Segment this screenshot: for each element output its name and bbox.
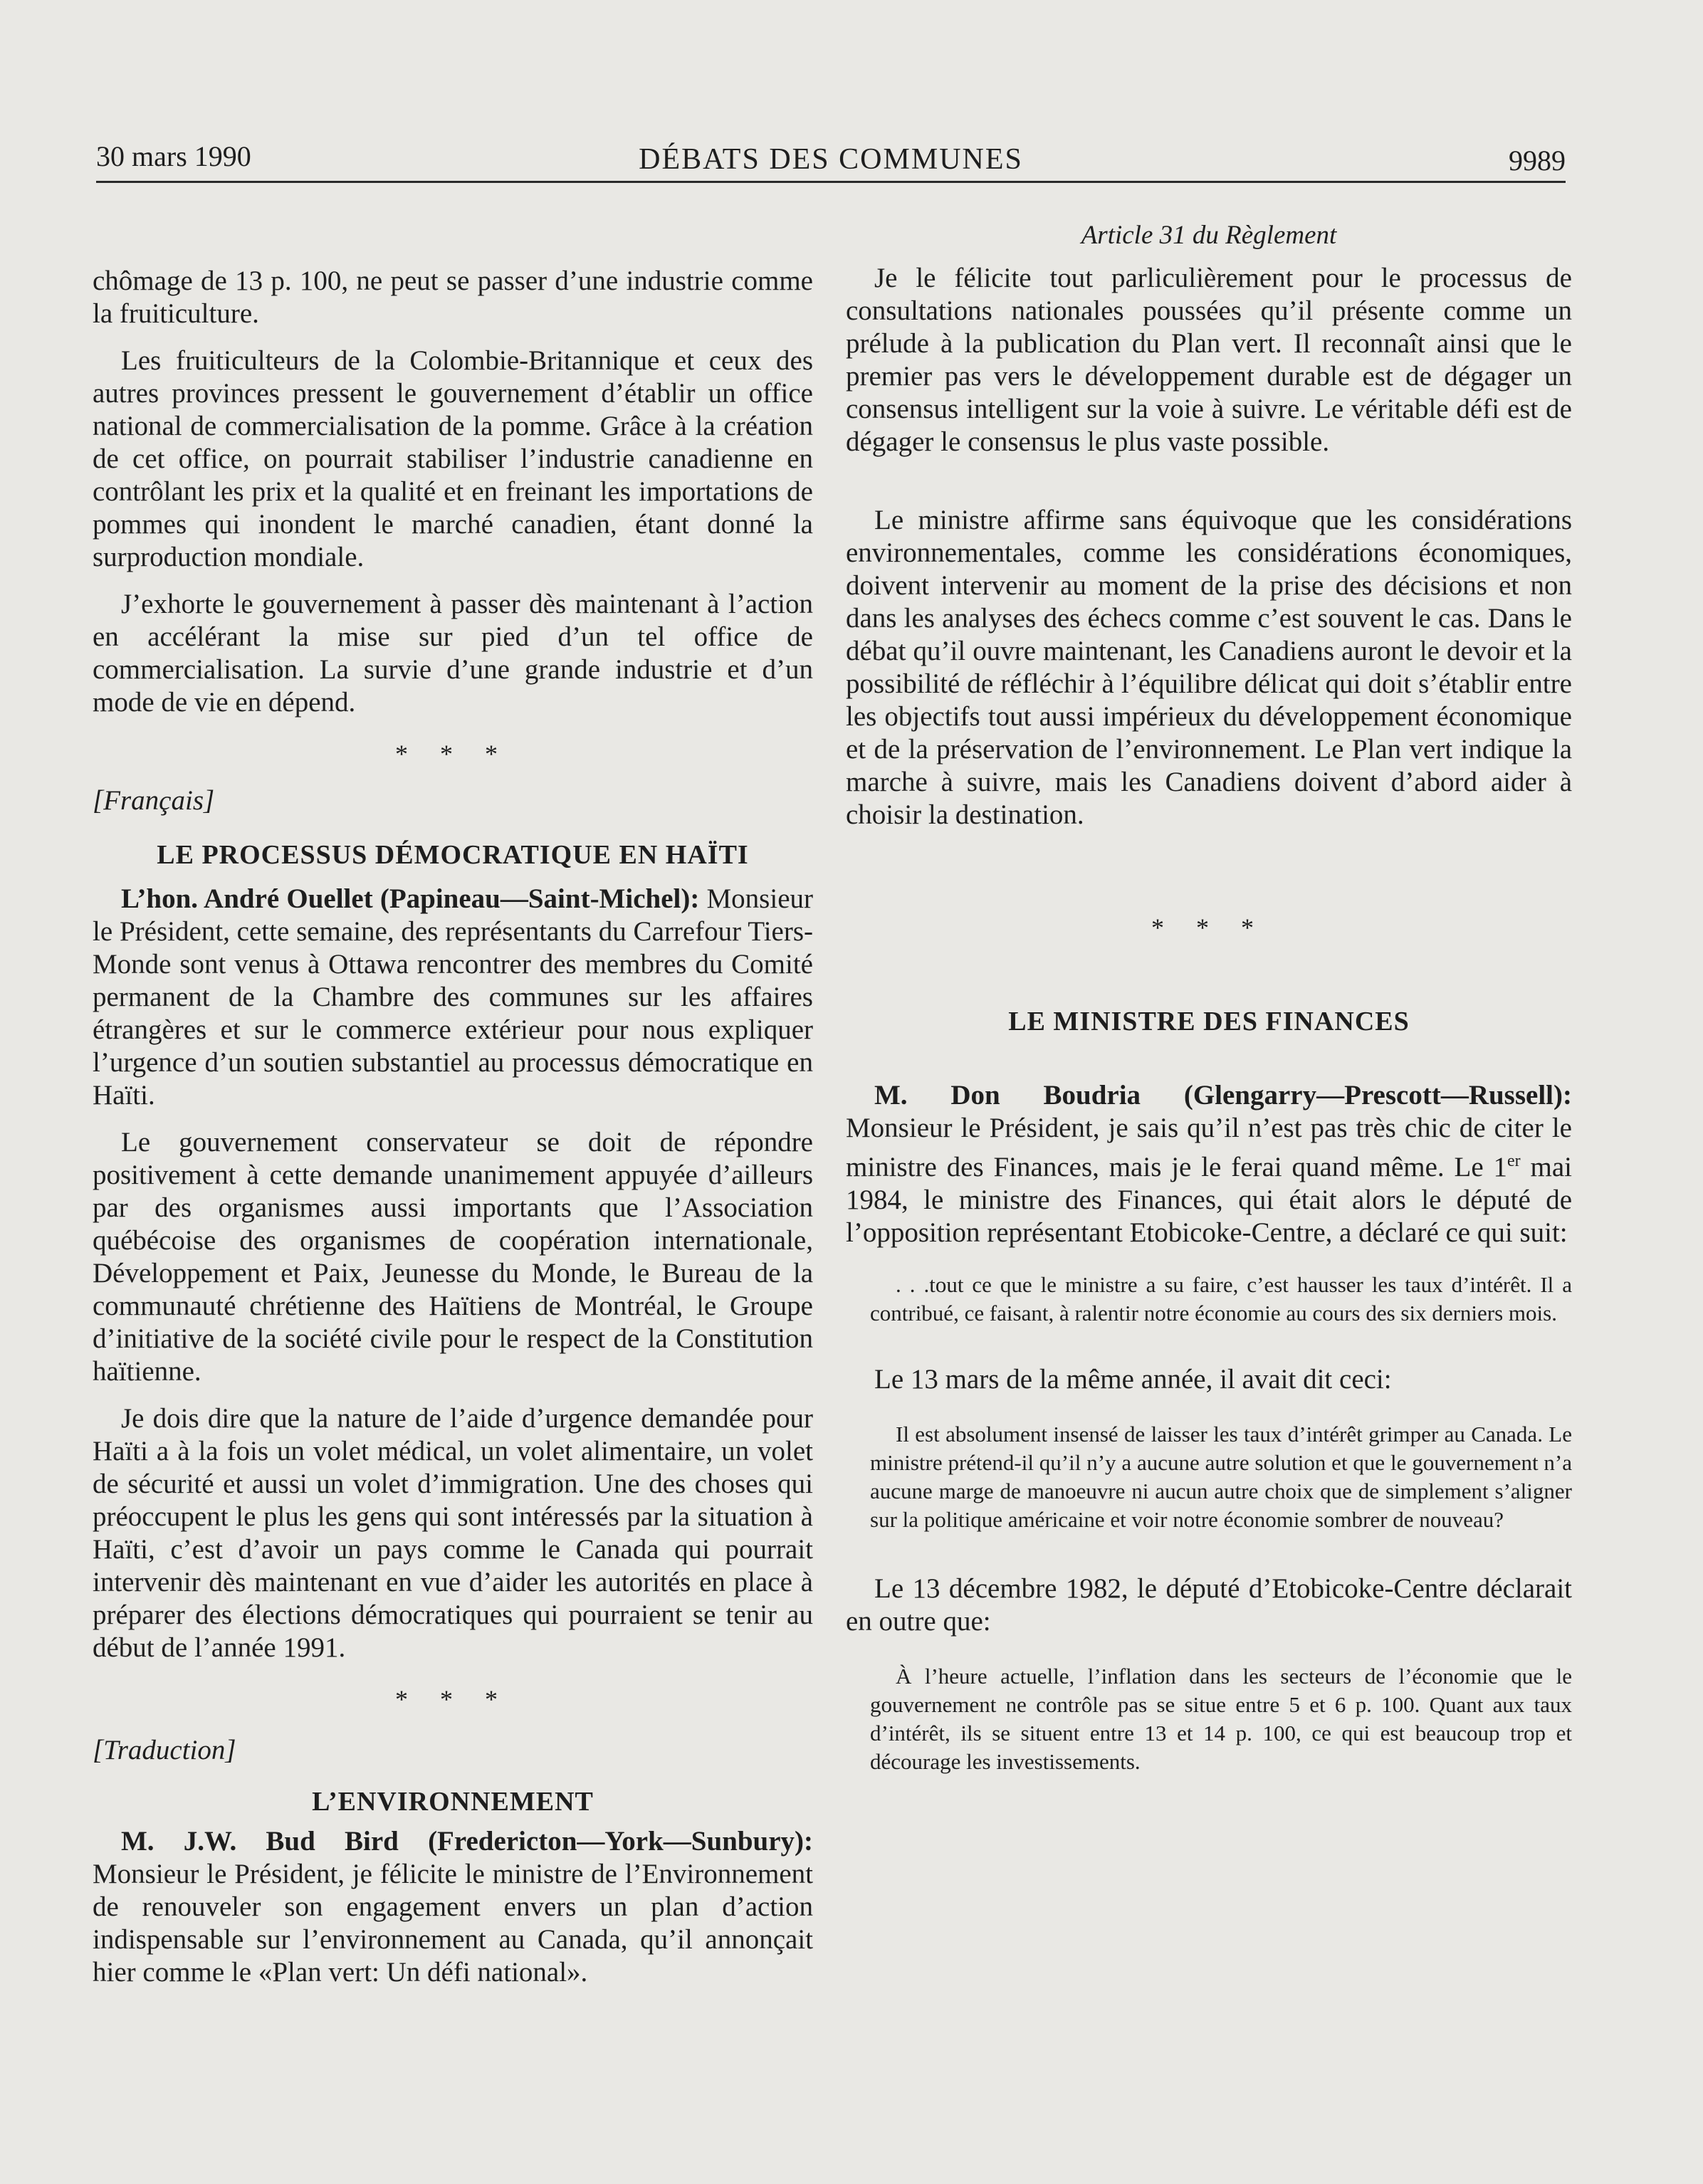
speech bbox=[93, 883, 813, 1112]
paragraph: Je le félicite tout parliculièrement pour le processus de consultations nationales poussées qu’il présente comme un prélude à la publication du Plan vert. Il reconnaît ainsi que le premier pas vers le développement durable est de dégager un consensus intelligent sur la voie à suivre. Le véritable défi est de dégager le consensus le plus vaste possible. bbox=[846, 263, 1572, 457]
right-column bbox=[846, 214, 1572, 1776]
speaker-name: L’hon. André Ouellet (Papineau—Saint-Michel): bbox=[121, 883, 700, 914]
quotation-text: . . .tout ce que le ministre a su faire, c’est hausser les taux d’intérêt. Il a contribué, ce faisant, à ralentir notre économie au cours des six derniers mois. bbox=[870, 1272, 1572, 1325]
section-separator: * * * bbox=[395, 1685, 510, 1713]
article-title: Article 31 du Règlement bbox=[1081, 221, 1337, 250]
section-heading: LE PROCESSUS DÉMOCRATIQUE EN HAÏTI bbox=[157, 840, 749, 870]
paragraph: Le gouvernement conservateur se doit de répondre positivement à cette demande unanimement appuyée d’ailleurs par des organismes aussi importants que l’Association québécoise des organismes de coopération internationale, Développement et Paix, Jeunesse du Monde, le Bureau de la communauté chrétienne des Haïtiens de Montréal, le Groupe d’initiative de la société civile pour le respect de la Constitution haïtienne. bbox=[93, 1127, 813, 1387]
paragraph: Le 13 décembre 1982, le député d’Etobicoke-Centre déclarait en outre que: bbox=[846, 1573, 1572, 1637]
speaker-name: M. J.W. Bud Bird (Fredericton—York—Sunbury): bbox=[121, 1826, 813, 1857]
left-column bbox=[93, 214, 813, 1989]
speech-text-part: mai 1984, le ministre des Finances, qui était alors le député de l’opposition représentant Etobicoke-Centre, a déclaré ce qui suit: bbox=[846, 1152, 1572, 1248]
speech-text: Monsieur le Président, cette semaine, des représentants du Carrefour Tiers-Monde sont venus à Ottawa rencontrer des membres du Comité permanent de la Chambre des communes sur les affaires étrangères et sur le commerce extérieur pour nous expliquer l’urgence d’un soutien substantiel au processus démocratique en Haïti. bbox=[93, 883, 813, 1111]
quotation bbox=[870, 1662, 1572, 1776]
section-separator: * * * bbox=[1151, 913, 1267, 942]
speech bbox=[846, 1079, 1572, 1249]
paragraph: chômage de 13 p. 100, ne peut se passer d’une industrie comme la fruiticulture. bbox=[93, 266, 813, 329]
language-note: [Français] bbox=[93, 785, 215, 816]
section-separator: * * * bbox=[395, 740, 510, 768]
speech-text-part: Monsieur le Président, je sais qu’il n’est pas très chic de citer le ministre des Finances, mais je le ferai quand même. Le 1 bbox=[846, 1113, 1572, 1182]
speech bbox=[93, 1825, 813, 1989]
paragraph: Les fruiticulteurs de la Colombie-Britannique et ceux des autres provinces pressent le gouvernement d’établir un office national de commercialisation de la pomme. Grâce à la création de cet office, on pourrait stabiliser l’industrie canadienne en contrôlant les prix et la qualité et en freinant les importations de pommes qui inondent le marché canadien, étant donné la surproduction mondiale. bbox=[93, 345, 813, 572]
language-note: [Traduction] bbox=[93, 1735, 236, 1765]
section-heading: LE MINISTRE DES FINANCES bbox=[1008, 1007, 1410, 1036]
ordinal-suffix: er bbox=[1507, 1152, 1521, 1170]
speaker-name: M. Don Boudria (Glengarry—Prescott—Russell): bbox=[874, 1080, 1572, 1111]
speech-text: Monsieur le Président, je félicite le ministre de l’Environnement de renouveler son engagement envers un plan d’action indispensable sur l’environnement au Canada, qu’il annonçait hier comme le «Plan vert: Un défi national». bbox=[93, 1859, 813, 1988]
quotation-text: À l’heure actuelle, l’inflation dans les secteurs de l’économie que le gouvernement ne contrôle pas se situe entre 5 et 6 p. 100. Quant aux taux d’intérêt, ils se situent entre 13 et 14 p. 100, ce qui est beaucoup trop et décourage les investissements. bbox=[870, 1664, 1572, 1774]
section-heading: L’ENVIRONNEMENT bbox=[312, 1787, 594, 1817]
header-title: DÉBATS DES COMMUNES bbox=[639, 143, 1023, 176]
quotation-text: Il est absolument insensé de laisser les taux d’intérêt grimper au Canada. Le ministre prétend-il qu’il n’y a aucune autre solution et que le gouvernement n’a aucune marge de manoeuvre ni aucun autre choix que de simplement s’aligner sur la politique américaine et voir notre économie sombrer de nouveau? bbox=[870, 1422, 1572, 1532]
quotation bbox=[870, 1271, 1572, 1328]
quotation bbox=[870, 1420, 1572, 1534]
paragraph: Le ministre affirme sans équivoque que les considérations environnementales, comme les considérations économiques, doivent intervenir au moment de la prise des décisions et non dans les analyses des échecs comme c’est souvent le cas. Dans le débat qu’il ouvre maintenant, les Canadiens auront le devoir et la possibilité de réfléchir à l’équilibre délicat qui doit s’établir entre les objectifs tout aussi impérieux du développement économique et de la préservation de l’environnement. Le Plan vert indique la marche à suivre, mais les Canadiens doivent d’abord aider à choisir la destination. bbox=[846, 505, 1572, 830]
page-header bbox=[96, 140, 1566, 183]
paragraph: Le 13 mars de la même année, il avait dit ceci: bbox=[874, 1364, 1392, 1395]
paragraph: J’exhorte le gouvernement à passer dès maintenant à l’action en accélérant la mise sur pied d’un tel office de commercialisation. La survie d’une grande industrie et d’un mode de vie en dépend. bbox=[93, 589, 813, 718]
paragraph: Je dois dire que la nature de l’aide d’urgence demandée pour Haïti a à la fois un volet médical, un volet alimentaire, un volet de sécurité et aussi un volet d’immigration. Une des choses qui préoccupent le plus les gens qui sont intéressés par la situation à Haïti, c’est d’avoir un pays comme le Canada qui pourrait intervenir dès maintenant en vue d’aider les autorités en place à préparer des élections démocratiques qui pourraient se tenir au début de l’année 1991. bbox=[93, 1403, 813, 1663]
page-number: 9989 bbox=[1509, 145, 1566, 177]
header-date: 30 mars 1990 bbox=[96, 140, 251, 172]
